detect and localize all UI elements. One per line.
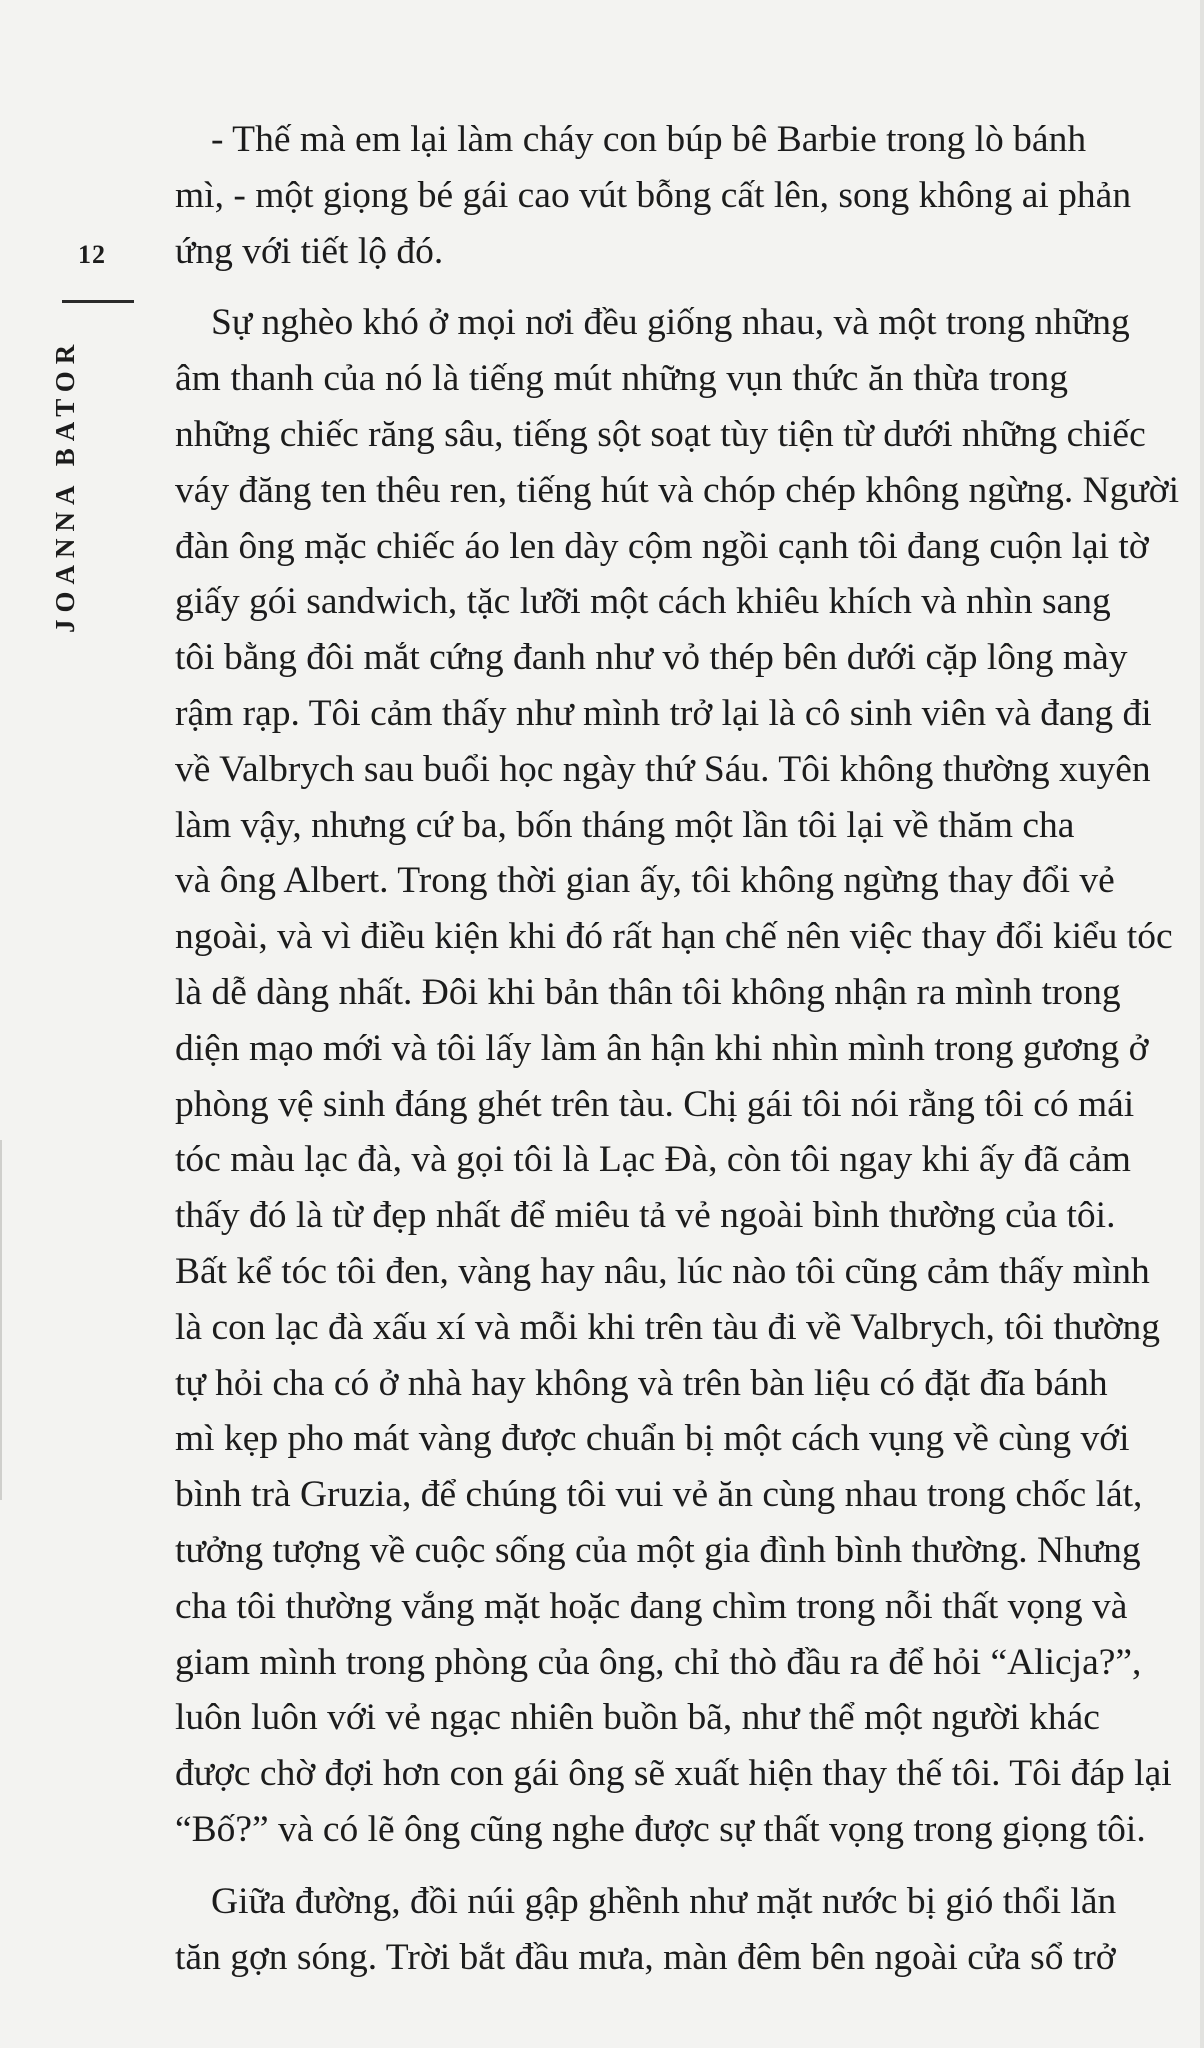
- text-line: được chờ đợi hơn con gái ông sẽ xuất hiện thay thế tôi. Tôi đáp lại: [175, 1753, 1172, 1795]
- text-line: váy đăng ten thêu ren, tiếng hút và chóp chép không ngừng. Người: [175, 469, 1180, 511]
- body-text: [175, 112, 1180, 1985]
- paragraph-3: [175, 1874, 1117, 1986]
- text-line: tóc màu lạc đà, và gọi tôi là Lạc Đà, còn tôi ngay khi ấy đã cảm: [175, 1139, 1131, 1181]
- text-line: bình trà Gruzia, để chúng tôi vui vẻ ăn cùng nhau trong chốc lát,: [175, 1474, 1143, 1516]
- text-line: diện mạo mới và tôi lấy làm ân hận khi nhìn mình trong gương ở: [175, 1027, 1149, 1069]
- text-line: đàn ông mặc chiếc áo len dày cộm ngồi cạnh tôi đang cuộn lại tờ: [175, 525, 1149, 567]
- text-line: về Valbrych sau buổi học ngày thứ Sáu. Tôi không thường xuyên: [175, 748, 1151, 790]
- text-line: ngoài, và vì điều kiện khi đó rất hạn chế nên việc thay đổi kiểu tóc: [175, 916, 1173, 958]
- text-line: và ông Albert. Trong thời gian ấy, tôi không ngừng thay đổi vẻ: [175, 860, 1115, 902]
- text-line: âm thanh của nó là tiếng mút những vụn thức ăn thừa trong: [175, 358, 1068, 400]
- text-line: là dễ dàng nhất. Đôi khi bản thân tôi không nhận ra mình trong: [175, 971, 1121, 1013]
- page-number: 12: [78, 240, 106, 269]
- text-line: mì, - một giọng bé gái cao vút bỗng cất lên, song không ai phản: [175, 174, 1132, 216]
- text-line: luôn luôn với vẻ ngạc nhiên buồn bã, như thể một người khác: [175, 1697, 1100, 1739]
- text-line: ứng với tiết lộ đó.: [175, 230, 444, 272]
- text-line: làm vậy, nhưng cứ ba, bốn tháng một lần tôi lại về thăm cha: [175, 804, 1075, 846]
- text-line: mì kẹp pho mát vàng được chuẩn bị một cách vụng về cùng với: [175, 1418, 1130, 1460]
- scan-edge-shadow-right: [1200, 0, 1204, 2048]
- text-line: giam mình trong phòng của ông, chỉ thò đầu ra để hỏi “Alicja?”,: [175, 1641, 1142, 1683]
- text-line: thấy đó là từ đẹp nhất để miêu tả vẻ ngoài bình thường của tôi.: [175, 1195, 1116, 1237]
- text-line: phòng vệ sinh đáng ghét trên tàu. Chị gái tôi nói rằng tôi có mái: [175, 1083, 1135, 1125]
- text-line: - Thế mà em lại làm cháy con búp bê Barbie trong lò bánh: [211, 119, 1087, 160]
- text-line: Bất kể tóc tôi đen, vàng hay nâu, lúc nào tôi cũng cảm thấy mình: [175, 1250, 1150, 1292]
- text-line: Giữa đường, đồi núi gập ghềnh như mặt nước bị gió thổi lăn: [211, 1880, 1117, 1922]
- text-line: giấy gói sandwich, tặc lưỡi một cách khiêu khích và nhìn sang: [175, 581, 1111, 623]
- text-line: là con lạc đà xấu xí và mỗi khi trên tàu đi về Valbrych, tôi thường: [175, 1306, 1161, 1348]
- scan-edge-shadow: [0, 1140, 2, 1500]
- text-line: tôi bằng đôi mắt cứng đanh như vỏ thép bên dưới cặp lông mày: [175, 637, 1128, 679]
- text-line: tự hỏi cha có ở nhà hay không và trên bàn liệu có đặt đĩa bánh: [175, 1362, 1108, 1404]
- running-head-author: JOANNA BATOR: [50, 337, 80, 633]
- paragraph-2: [175, 295, 1180, 1857]
- paragraph-1: [175, 112, 1132, 279]
- text-line: Sự nghèo khó ở mọi nơi đều giống nhau, và một trong những: [211, 302, 1130, 344]
- text-line: rậm rạp. Tôi cảm thấy như mình trở lại là cô sinh viên và đang đi: [175, 692, 1152, 734]
- text-line: những chiếc răng sâu, tiếng sột soạt tùy tiện từ dưới những chiếc: [175, 413, 1146, 455]
- text-line: tưởng tượng về cuộc sống của một gia đình bình thường. Nhưng: [175, 1529, 1141, 1571]
- text-line: “Bố?” và có lẽ ông cũng nghe được sự thất vọng trong giọng tôi.: [175, 1808, 1146, 1850]
- text-line: tăn gợn sóng. Trời bắt đầu mưa, màn đêm bên ngoài cửa sổ trở: [175, 1936, 1116, 1978]
- text-line: cha tôi thường vắng mặt hoặc đang chìm trong nỗi thất vọng và: [175, 1585, 1128, 1627]
- header-rule: [62, 300, 134, 303]
